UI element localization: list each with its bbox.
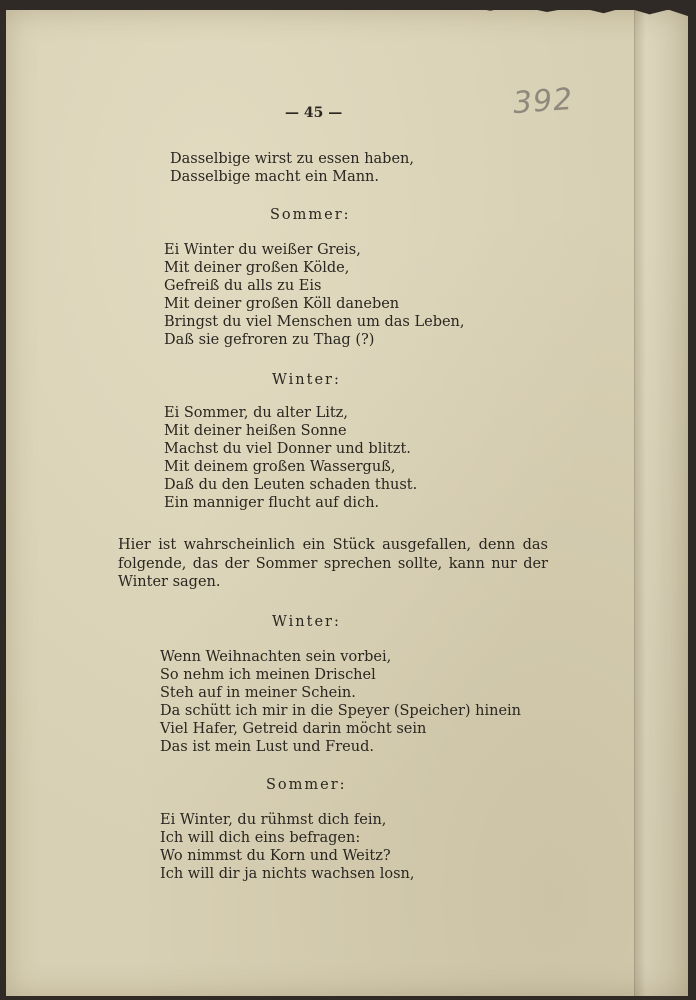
verse-line: Ei Sommer, du alter Litz, xyxy=(164,405,348,421)
speaker-heading: Winter: xyxy=(272,614,341,630)
verse-line: So nehm ich meinen Drischel xyxy=(160,667,376,683)
verse-line: Wo nimmst du Korn und Weitz? xyxy=(160,848,391,864)
verse-line: Viel Hafer, Getreid darin möcht sein xyxy=(160,721,427,737)
verse-line: Machst du viel Donner und blitzt. xyxy=(164,441,411,457)
editorial-note: Hier ist wahrscheinlich ein Stück ausgefallen, denn das folgende, das der Sommer sprechen sollte, kann nur der Winter sagen. xyxy=(118,537,548,590)
verse-line: Mit deiner großen Kölde, xyxy=(164,260,350,276)
archive-pencil-mark: 392 xyxy=(511,81,575,122)
verse-line: Daß du den Leuten schaden thust. xyxy=(164,477,418,493)
page-number: — 45 — xyxy=(285,105,343,121)
verse-line: Dasselbige macht ein Mann. xyxy=(170,169,379,185)
page-fold xyxy=(634,10,689,996)
verse-line: Wenn Weihnachten sein vorbei, xyxy=(160,649,392,665)
verse-line: Mit deiner heißen Sonne xyxy=(164,423,347,439)
verse-line: Das ist mein Lust und Freud. xyxy=(160,739,374,755)
verse-line: Ich will dir ja nichts wachsen losn, xyxy=(160,866,415,882)
verse-line: Ei Winter du weißer Greis, xyxy=(164,242,361,258)
verse-line: Mit deinem großen Wasserguß, xyxy=(164,459,396,475)
speaker-heading: Sommer: xyxy=(270,207,351,223)
verse-line: Ich will dich eins befragen: xyxy=(160,830,361,846)
verse-line: Ei Winter, du rühmst dich fein, xyxy=(160,812,387,828)
speaker-heading: Winter: xyxy=(272,372,341,388)
verse-line: Da schütt ich mir in die Speyer (Speicher) hinein xyxy=(160,703,522,719)
verse-line: Daß sie gefroren zu Thag (?) xyxy=(164,332,375,348)
verse-line: Mit deiner großen Köll daneben xyxy=(164,296,400,312)
verse-line: Gefreiß du alls zu Eis xyxy=(164,278,322,294)
speaker-heading: Sommer: xyxy=(266,777,347,793)
verse-line: Dasselbige wirst zu essen haben, xyxy=(170,151,414,167)
verse-line: Steh auf in meiner Schein. xyxy=(160,685,356,701)
verse-line: Ein manniger flucht auf dich. xyxy=(164,495,380,511)
verse-line: Bringst du viel Menschen um das Leben, xyxy=(164,314,465,330)
